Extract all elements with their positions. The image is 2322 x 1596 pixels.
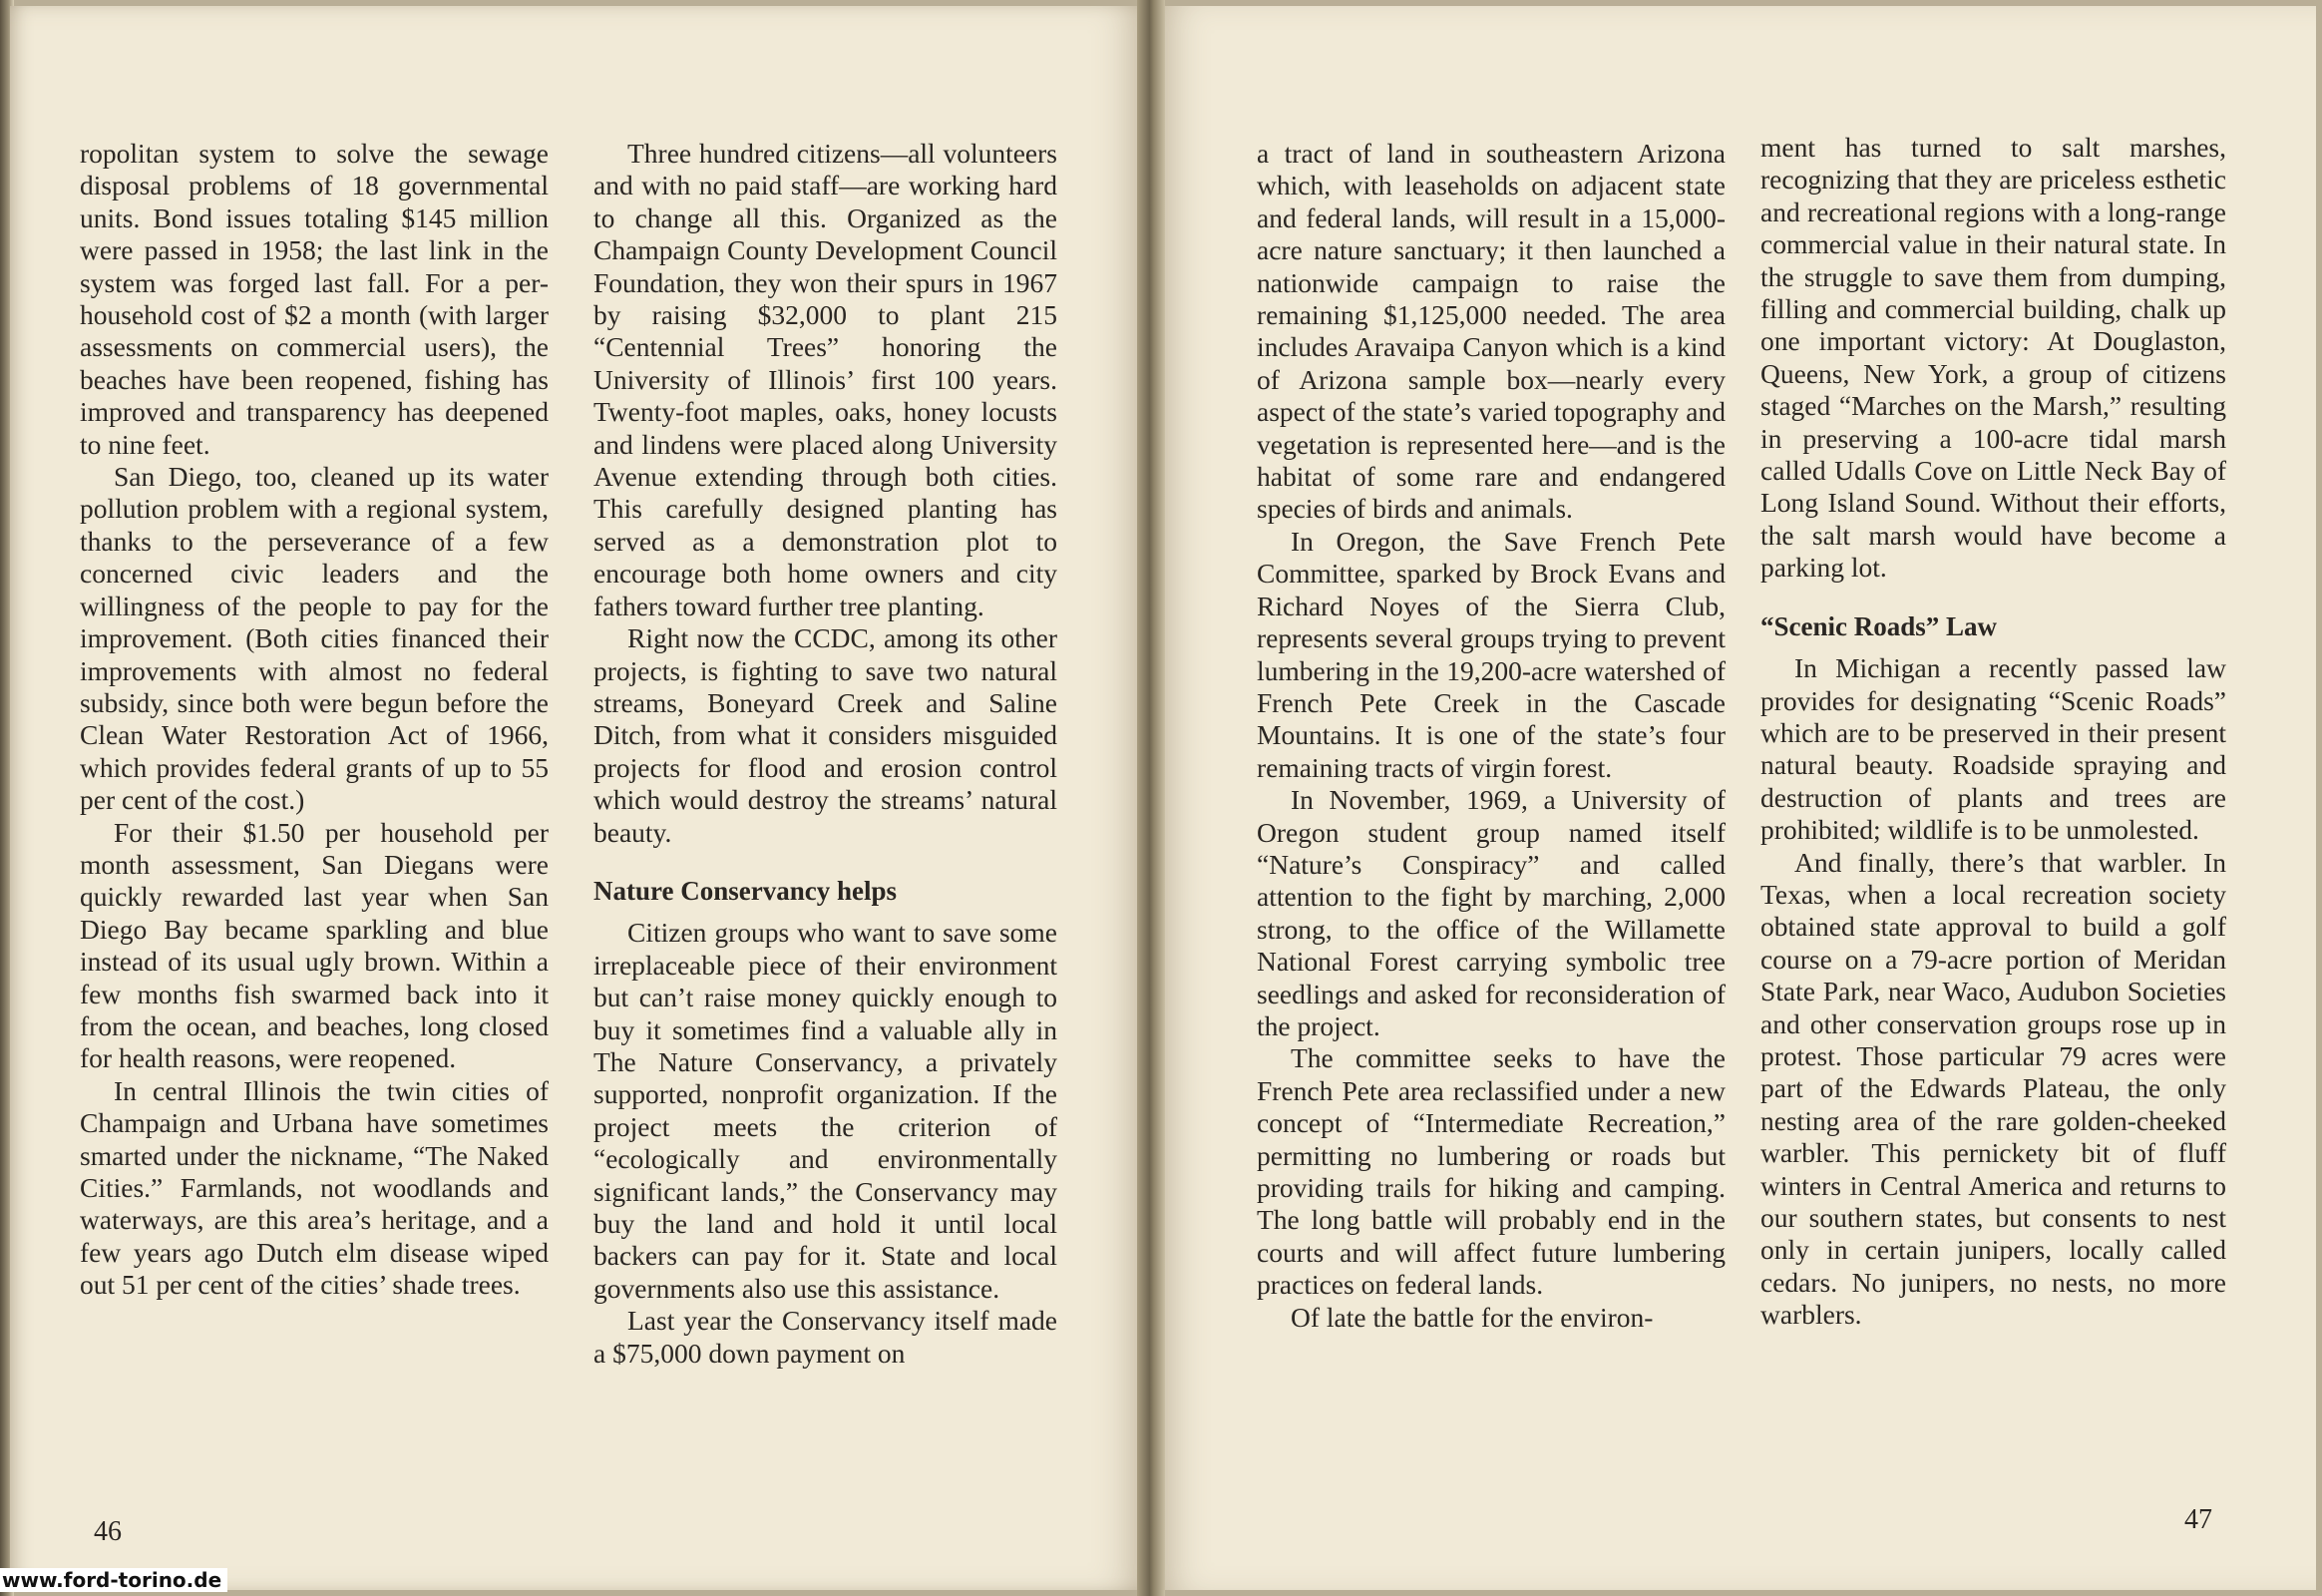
paragraph: Right now the CCDC, among its other projects, is fighting to save two natural streams, Boneyard Creek and Saline Ditch, from what it considers misguided projects for flood and erosion control which would destroy the streams’ natural beauty. [593,622,1057,848]
paragraph: In Oregon, the Save French Pete Committee, sparked by Brock Evans and Richard Noyes of the Sierra Club, represents several groups trying to prevent lumbering in the 19,200-acre watershed of French Pete Creek in the Cascade Mountains. It is one of the state’s four remaining tracts of virgin forest. [1257,525,1726,783]
paragraph: For their $1.50 per household per month assessment, San Diegans were quickly rewarded last year when San Diego Bay became sparkling and blue instead of its usual ugly brown. Within a few months fish swarmed back into it from the ocean, and beaches, long closed for health reasons, were reopened. [80,816,549,1074]
book-gutter [1137,0,1165,1596]
left-page-column-2 [593,138,1057,1370]
paragraph: Three hundred citizens—all volunteers and with no paid staff—are working hard to change all this. Organized as the Champaign County Development Council Foundation, they won their spurs in 1967 by raising $32,000 to plant 215 “Centennial Trees” honoring the University of Illinois’ first 100 years. Twenty-foot maples, oaks, honey locusts and lindens were placed along University Avenue extending through both cities. This carefully designed planting has served as a demonstration plot to encourage both home owners and city fathers toward further tree planting. [593,138,1057,621]
paragraph: Citizen groups who want to save some irreplaceable piece of their environment but can’t raise money quickly enough to buy it sometimes find a valuable ally in The Nature Conservancy, a privately supported, nonprofit organization. If the project meets the criterion of “ecologically and environmentally significant lands,” the Conservancy may buy the land and hold it until local backers can pay for it. State and local governments also use this assistance. [593,917,1057,1304]
paragraph: And finally, there’s that warbler. In Texas, when a local recreation society obtained state approval to build a golf course on a 79-acre portion of Meridan State Park, near Waco, Audubon Societies and other conservation groups rose up in protest. Those particular 79 acres were part of the Edwards Plateau, the only nesting area of the rare golden-cheeked warbler. This pernickety bit of fluff winters in Central America and returns to our southern states, but consents to nest only in certain junipers, locally called cedars. No junipers, no nests, no more warblers. [1760,846,2226,1331]
paragraph: a tract of land in southeastern Arizona which, with leaseholds on adjacent state and federal lands, will result in a 15,000-acre nature sanctuary; it then launched a nationwide campaign to raise the remaining $1,125,000 needed. The area includes Aravaipa Canyon which is a kind of Arizona sample box—nearly every aspect of the state’s varied topography and vegetation is represented here—and is the habitat of some rare and endangered species of birds and animals. [1257,138,1726,525]
paragraph: In Michigan a recently passed law provides for designating “Scenic Roads” which are to be preserved in their present natural beauty. Roadside spraying and destruction of plants and trees are prohibited; wildlife is to be unmolested. [1760,652,2226,846]
right-page-column-2 [1760,132,2226,1332]
paragraph: In November, 1969, a University of Oregon student group named itself “Nature’s Conspiracy” and called attention to the fight by marching, 2,000 strong, to the office of the Willamette National Forest carrying symbolic tree seedlings and asked for reconsideration of the project. [1257,784,1726,1041]
paragraph: In central Illinois the twin cities of Champaign and Urbana have sometimes smarted under the nickname, “The Naked Cities.” Farmlands, not woodlands and waterways, are this area’s heritage, and a few years ago Dutch elm disease wiped out 51 per cent of the cities’ shade trees. [80,1074,549,1301]
paragraph: San Diego, too, cleaned up its water pollution problem with a regional system, thanks to the perseverance of a few concerned civic leaders and the willingness of the people to pay for the improvement. (Both cities financed their improvements with almost no federal subsidy, since both were begun before the Clean Water Restoration Act of 1966, which provides federal grants of up to 55 per cent of the cost.) [80,461,549,816]
paragraph: ment has turned to salt marshes, recognizing that they are priceless esthetic and recreational regions with a long-range commercial value in their natural state. In the struggle to save them from dumping, filling and commercial building, chalk up one important victory: At Douglaston, Queens, New York, a group of citizens staged “Marches on the Marsh,” resulting in preserving a 100-acre tidal marsh called Udalls Cove on Little Neck Bay of Long Island Sound. Without their efforts, the salt marsh would have become a parking lot. [1760,132,2226,584]
section-heading: Nature Conservancy helps [593,875,898,906]
watermark: www.ford-torino.de [0,1568,227,1592]
left-page-column-1 [80,138,549,1302]
paragraph: Of late the battle for the environ- [1291,1301,1654,1333]
right-page-column-1 [1257,138,1726,1334]
page-number-left: 46 [94,1516,122,1547]
page-number-right: 47 [2184,1504,2212,1535]
paragraph: ropolitan system to solve the sewage disposal problems of 18 governmental units. Bond issues totaling $145 million were passed in 1958; the last link in the system was forged last fall. For a per-household cost of $2 a month (with larger assessments on commercial users), the beaches have been reopened, fishing has improved and transparency has deepened to nine feet. [80,138,549,460]
paragraph: The committee seeks to have the French Pete area reclassified under a new concept of “Intermediate Recreation,” permitting no lumbering or roads but providing trails for hiking and camping. The long battle will probably end in the courts and will affect future lumbering practices on federal lands. [1257,1042,1726,1301]
paragraph: Last year the Conservancy itself made a $75,000 down payment on [593,1305,1057,1369]
section-heading: “Scenic Roads” Law [1760,610,1998,641]
